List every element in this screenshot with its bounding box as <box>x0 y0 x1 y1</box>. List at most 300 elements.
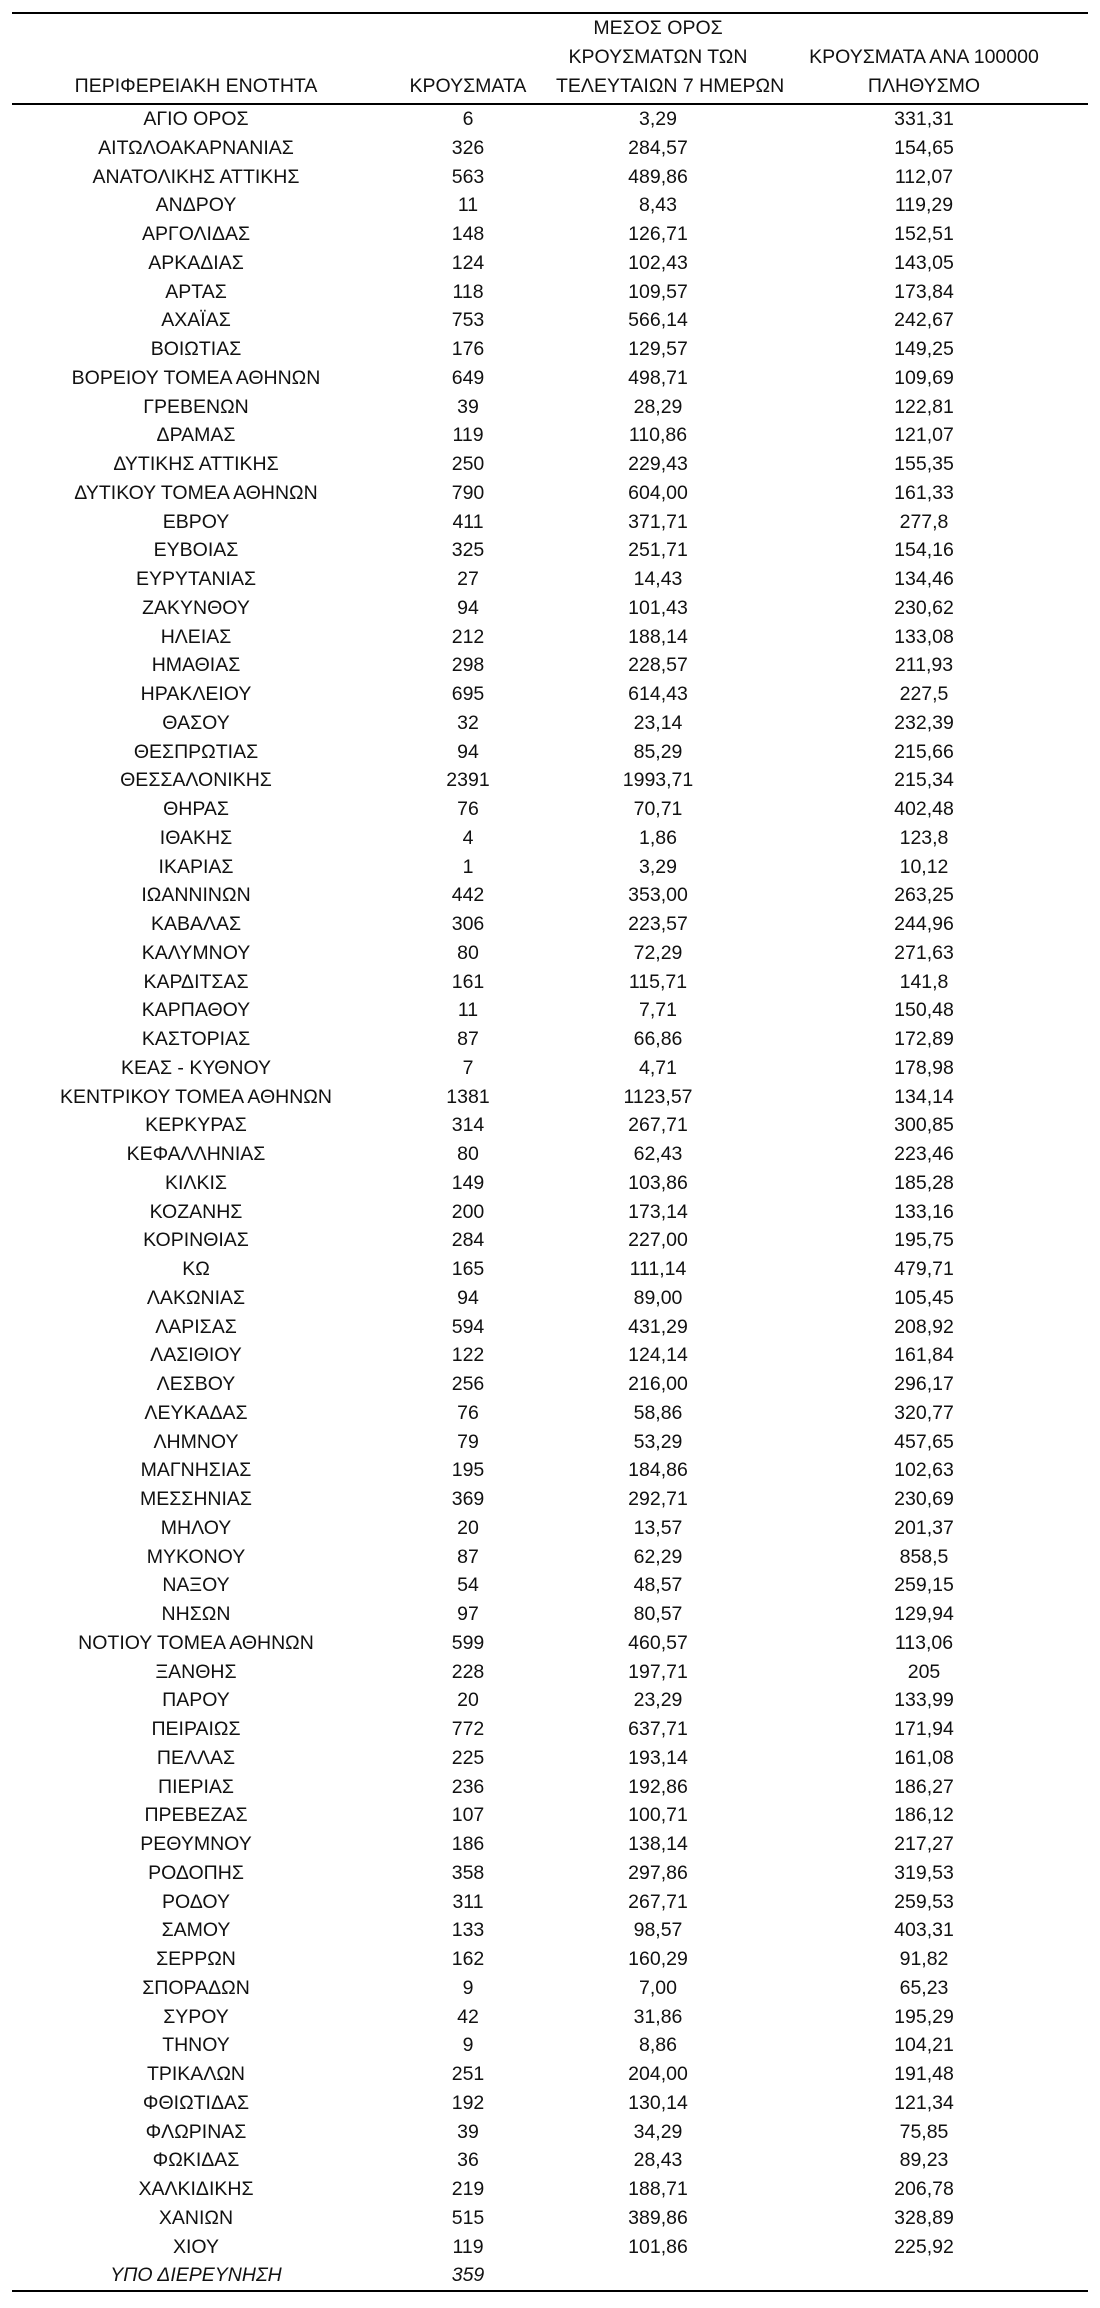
cases-per-100000-cell: 320,77 <box>894 1401 954 1424</box>
table-row <box>12 278 1088 307</box>
table-row <box>12 1485 1088 1514</box>
regional-unit-cell: ΘΑΣΟΥ <box>162 711 230 734</box>
cases-cell: 107 <box>451 1804 485 1827</box>
cases-cell: 225 <box>451 1746 485 1769</box>
cases-cell: 306 <box>451 913 485 935</box>
header-cases-per-100000-line: ΚΡΟΥΣΜΑΤΑ ΑΝΑ 100000 <box>809 46 1039 68</box>
cases-cell: 256 <box>451 1373 485 1395</box>
cases-per-100000-cell: 300,85 <box>894 1114 954 1137</box>
table-row <box>12 709 1088 738</box>
cases-cell: 9 <box>462 1976 474 1999</box>
seven-day-average-cell: 28,43 <box>633 2149 683 2172</box>
seven-day-average-cell: 70,71 <box>633 798 683 820</box>
seven-day-average-cell: 129,57 <box>628 338 688 360</box>
cases-cell: 2391 <box>446 769 490 792</box>
regional-unit-cell: ΧΑΛΚΙΔΙΚΗΣ <box>138 2178 254 2200</box>
regional-unit-cell: ΧΙΟΥ <box>173 2235 219 2258</box>
table-row <box>12 163 1088 192</box>
table-row <box>12 2146 1088 2175</box>
seven-day-average-cell: 267,71 <box>628 1114 688 1137</box>
regional-unit-cell: ΑΝΑΤΟΛΙΚΗΣ ΑΤΤΙΚΗΣ <box>92 165 300 188</box>
regional-unit-cell: ΜΑΓΝΗΣΙΑΣ <box>140 1459 252 1482</box>
cases-per-100000-cell: 161,33 <box>894 481 954 504</box>
regional-unit-cell: ΠΡΕΒΕΖΑΣ <box>144 1804 248 1827</box>
cases-cell: 20 <box>457 1689 479 1712</box>
cases-per-100000-cell: 149,25 <box>894 338 954 360</box>
seven-day-average-cell: 460,57 <box>628 1631 688 1654</box>
cases-cell: 563 <box>451 165 485 188</box>
cases-per-100000-cell: 185,28 <box>894 1171 954 1194</box>
cases-per-100000-cell: 328,89 <box>894 2206 954 2229</box>
seven-day-average-cell: 1993,71 <box>622 769 694 792</box>
regional-unit-cell: ΕΥΒΟΙΑΣ <box>153 539 239 562</box>
cases-per-100000-cell: 232,39 <box>894 711 954 734</box>
regional-unit-cell: ΠΙΕΡΙΑΣ <box>158 1775 234 1798</box>
seven-day-average-cell: 284,57 <box>628 136 688 159</box>
cases-cell: 11 <box>457 194 479 217</box>
cases-per-100000-cell: 230,62 <box>894 596 954 619</box>
regional-unit-cell: ΙΩΑΝΝΙΝΩΝ <box>141 884 251 907</box>
regional-unit-cell: ΔΡΑΜΑΣ <box>156 424 236 447</box>
table-row <box>12 2233 1088 2262</box>
cases-per-100000-cell: 211,93 <box>894 654 954 677</box>
table-row <box>12 2118 1088 2147</box>
cases-cell: 133 <box>451 1919 485 1942</box>
cases-cell: 94 <box>457 740 479 763</box>
seven-day-average-cell: 130,14 <box>628 2091 688 2114</box>
table-row <box>12 2003 1088 2032</box>
cases-table-container <box>12 12 1088 2292</box>
table-row <box>12 1744 1088 1773</box>
regional-unit-cell: ΘΕΣΣΑΛΟΝΙΚΗΣ <box>120 769 272 792</box>
regional-unit-cell: ΗΜΑΘΙΑΣ <box>151 654 241 677</box>
cases-cell: 76 <box>457 1401 479 1424</box>
seven-day-average-cell: 204,00 <box>628 2063 688 2085</box>
regional-unit-cell: ΜΗΛΟΥ <box>160 1516 232 1539</box>
table-row <box>12 1399 1088 1428</box>
cases-cell: 119 <box>452 424 484 447</box>
cases-per-100000-cell: 123,8 <box>899 826 949 849</box>
cases-cell: 7 <box>462 1056 474 1079</box>
cases-per-100000-cell: 205 <box>907 1660 941 1683</box>
cases-per-100000-cell: 105,45 <box>894 1286 954 1309</box>
cases-cell: 369 <box>451 1488 485 1510</box>
cases-per-100000-cell: 143,05 <box>894 251 954 274</box>
cases-per-100000-cell: 191,48 <box>894 2063 954 2085</box>
table-row <box>12 680 1088 709</box>
cases-per-100000-cell: 161,08 <box>894 1746 954 1769</box>
table-row <box>12 1025 1088 1054</box>
seven-day-average-cell: 72,29 <box>633 941 683 964</box>
regional-unit-cell: ΑΙΤΩΛΟΑΚΑΡΝΑΝΙΑΣ <box>98 136 294 159</box>
header-7day-average-line: ΜΕΣΟΣ ΟΡΟΣ <box>593 17 723 39</box>
cases-per-100000-cell: 201,37 <box>894 1516 954 1539</box>
regional-unit-cell: ΦΛΩΡΙΝΑΣ <box>145 2120 247 2143</box>
table-row <box>12 2204 1088 2233</box>
cases-cell: 298 <box>451 654 485 677</box>
cases-per-100000-cell: 161,84 <box>894 1344 954 1367</box>
regional-unit-cell: ΛΗΜΝΟΥ <box>153 1430 239 1453</box>
cases-cell: 1381 <box>446 1085 490 1108</box>
seven-day-average-cell: 7,00 <box>639 1976 677 1999</box>
table-row <box>12 1456 1088 1485</box>
regional-unit-cell: ΙΘΑΚΗΣ <box>159 826 233 849</box>
regional-unit-cell: ΥΠΟ ΔΙΕΡΕΥΝΗΣΗ <box>12 2261 380 2291</box>
cases-per-100000-cell: 171,94 <box>894 1718 954 1740</box>
table-row <box>12 421 1088 450</box>
seven-day-average-cell: 267,71 <box>628 1890 688 1913</box>
regional-unit-cell: ΚΑΡΔΙΤΣΑΣ <box>143 970 249 993</box>
cases-cell: 236 <box>451 1775 485 1798</box>
table-row <box>12 364 1088 393</box>
table-row <box>12 1255 1088 1284</box>
seven-day-average-cell: 23,29 <box>633 1689 683 1712</box>
cases-cell: 76 <box>457 798 479 820</box>
regional-unit-cell: ΛΕΥΚΑΔΑΣ <box>144 1401 248 1424</box>
table-row <box>12 393 1088 422</box>
regional-unit-cell: ΑΡΚΑΔΙΑΣ <box>148 251 244 274</box>
table-row <box>12 1054 1088 1083</box>
regional-unit-cell: ΙΚΑΡΙΑΣ <box>158 855 234 878</box>
cases-cell: 515 <box>451 2206 485 2229</box>
cases-cell: 11 <box>457 999 479 1022</box>
seven-day-average-cell: 216,00 <box>628 1373 688 1395</box>
seven-day-average-cell: 66,86 <box>633 1028 683 1050</box>
seven-day-average-cell: 371,71 <box>628 510 688 533</box>
cases-cell: 772 <box>451 1718 485 1740</box>
table-row <box>12 1629 1088 1658</box>
header-regional-unit-line: ΠΕΡΙΦΕΡΕΙΑΚΗ ΕΝΟΤΗΤΑ <box>74 75 318 97</box>
regional-unit-cell: ΑΡΤΑΣ <box>165 280 227 303</box>
table-row <box>12 1284 1088 1313</box>
cases-per-100000-cell: 296,17 <box>894 1373 954 1395</box>
regional-unit-cell: ΛΑΚΩΝΙΑΣ <box>146 1286 246 1309</box>
table-row <box>12 2175 1088 2204</box>
header-7day-average-line: ΤΕΛΕΥΤΑΙΩΝ 7 ΗΜΕΡΩΝ <box>556 75 785 97</box>
table-row <box>12 1341 1088 1370</box>
cases-per-100000-cell: 457,65 <box>894 1430 954 1453</box>
seven-day-average-cell: 3,29 <box>639 855 677 878</box>
regional-unit-cell: ΚΟΡΙΝΘΙΑΣ <box>143 1229 249 1252</box>
cases-cell: 594 <box>451 1315 485 1338</box>
table-row <box>12 1974 1088 2003</box>
cases-per-100000-cell: 134,46 <box>894 568 954 590</box>
cases-cell: 149 <box>451 1171 485 1194</box>
table-body <box>12 104 1088 2291</box>
cases-cell: 124 <box>451 251 485 274</box>
seven-day-average-cell: 53,29 <box>633 1430 683 1453</box>
seven-day-average-cell: 85,29 <box>633 740 683 763</box>
cases-per-100000-cell: 112,07 <box>894 165 954 188</box>
cases-per-100000-cell: 65,23 <box>899 1976 949 1999</box>
cases-per-100000-cell: 215,66 <box>894 740 954 763</box>
table-row <box>12 450 1088 479</box>
cases-cell: 162 <box>451 1948 485 1970</box>
cases-per-100000-cell: 133,08 <box>894 625 954 648</box>
cases-cell: 186 <box>451 1833 485 1855</box>
cases-per-100000-cell: 217,27 <box>894 1833 954 1855</box>
seven-day-average-cell: 160,29 <box>628 1948 688 1970</box>
table-row <box>12 220 1088 249</box>
regional-unit-cell: ΣΥΡΟΥ <box>163 2005 229 2028</box>
regional-unit-cell: ΛΑΡΙΣΑΣ <box>155 1315 237 1338</box>
header-7day-average-line: ΚΡΟΥΣΜΑΤΩΝ ΤΩΝ <box>568 46 748 68</box>
cases-cell: 359 <box>380 2261 556 2291</box>
cases-per-100000-cell: 119,29 <box>894 194 954 217</box>
cases-cell: 165 <box>451 1258 485 1280</box>
regional-unit-cell: ΚΑΛΥΜΝΟΥ <box>141 941 251 964</box>
seven-day-average-cell: 292,71 <box>628 1488 688 1510</box>
regional-unit-cell: ΣΑΜΟΥ <box>161 1919 231 1942</box>
table-row <box>12 738 1088 767</box>
seven-day-average-cell: 389,86 <box>628 2206 688 2229</box>
regional-unit-cell: ΔΥΤΙΚΗΣ ΑΤΤΙΚΗΣ <box>113 453 279 475</box>
cases-per-100000-cell: 259,53 <box>894 1890 954 1913</box>
table-row <box>12 1830 1088 1859</box>
regional-unit-cell: ΕΒΡΟΥ <box>162 510 230 533</box>
seven-day-average-cell: 184,86 <box>628 1459 688 1482</box>
seven-day-average-cell: 223,57 <box>628 913 688 935</box>
regional-unit-cell: ΞΑΝΘΗΣ <box>155 1660 237 1683</box>
regional-unit-cell: ΠΑΡΟΥ <box>162 1689 230 1712</box>
table-row <box>12 1198 1088 1227</box>
cases-cell: 20 <box>457 1516 479 1539</box>
regional-unit-cell: ΑΓΙΟ ΟΡΟΣ <box>143 108 249 130</box>
cases-per-100000-cell: 89,23 <box>899 2149 949 2172</box>
cases-cell: 311 <box>452 1890 484 1913</box>
header-cases-line: ΚΡΟΥΣΜΑΤΑ <box>409 75 527 97</box>
regional-unit-cell: ΝΑΞΟΥ <box>162 1574 230 1597</box>
seven-day-average-cell: 58,86 <box>633 1401 683 1424</box>
cases-cell: 192 <box>451 2091 485 2114</box>
seven-day-average-cell: 227,00 <box>628 1229 688 1252</box>
table-row <box>12 1715 1088 1744</box>
cases-per-100000-cell: 91,82 <box>899 1948 949 1970</box>
cases-per-100000-cell: 152,51 <box>894 223 954 245</box>
regional-unit-cell: ΜΥΚΟΝΟΥ <box>146 1545 246 1568</box>
cases-per-100000-cell: 186,12 <box>894 1804 954 1827</box>
cases-per-100000-cell: 227,5 <box>899 683 949 705</box>
regional-unit-cell: ΠΕΙΡΑΙΩΣ <box>151 1718 241 1740</box>
regional-unit-cell: ΤΡΙΚΑΛΩΝ <box>146 2063 246 2085</box>
cases-per-100000-cell: 402,48 <box>894 798 954 820</box>
cases-cell: 200 <box>451 1200 485 1223</box>
table-row <box>12 766 1088 795</box>
cases-per-100000-cell: 121,34 <box>894 2091 954 2114</box>
cases-per-100000-cell: 208,92 <box>894 1315 954 1338</box>
cases-per-100000-cell <box>760 2261 1088 2291</box>
seven-day-average-cell: 101,43 <box>628 596 688 619</box>
cases-cell: 122 <box>451 1344 485 1367</box>
regional-unit-cell: ΦΩΚΙΔΑΣ <box>152 2149 240 2172</box>
cases-per-100000-cell: 215,34 <box>894 769 954 792</box>
cases-cell: 790 <box>451 481 485 504</box>
regional-unit-cell: ΡΟΔΟΠΗΣ <box>148 1861 244 1884</box>
seven-day-average-cell: 101,86 <box>628 2235 688 2258</box>
regional-unit-cell: ΠΕΛΛΑΣ <box>156 1746 236 1769</box>
table-row <box>12 2089 1088 2118</box>
seven-day-average-cell: 110,86 <box>628 424 688 447</box>
table-row <box>12 1370 1088 1399</box>
seven-day-average-cell: 31,86 <box>633 2005 683 2028</box>
cases-cell: 358 <box>451 1861 485 1884</box>
table-header <box>12 14 1088 104</box>
cases-per-100000-cell: 154,16 <box>894 539 954 562</box>
cases-per-100000-cell: 133,99 <box>894 1689 954 1712</box>
cases-per-100000-cell: 141,8 <box>899 970 949 993</box>
seven-day-average-cell: 188,14 <box>628 625 688 648</box>
seven-day-average-cell: 228,57 <box>628 654 688 677</box>
cases-per-100000-cell: 479,71 <box>894 1258 954 1280</box>
seven-day-average-cell: 100,71 <box>628 1804 688 1827</box>
cases-per-100000-cell: 206,78 <box>894 2178 954 2200</box>
header-cases-per-100000 <box>760 14 1088 104</box>
table-row <box>12 1945 1088 1974</box>
table-row <box>12 996 1088 1025</box>
cases-per-100000-cell: 195,29 <box>894 2005 954 2028</box>
seven-day-average-cell: 614,43 <box>628 683 688 705</box>
cases-cell: 753 <box>451 309 485 332</box>
cases-per-100000-cell: 155,35 <box>894 453 954 475</box>
table-row <box>12 881 1088 910</box>
cases-cell: 148 <box>451 223 485 245</box>
seven-day-average-cell: 126,71 <box>628 223 688 245</box>
cases-by-regional-unit-table <box>12 14 1088 2292</box>
header-7day-average <box>556 14 785 104</box>
cases-per-100000-cell: 277,8 <box>899 510 949 533</box>
cases-per-100000-cell: 230,69 <box>894 1488 954 1510</box>
cases-cell: 119 <box>452 2235 484 2258</box>
seven-day-average-cell: 138,14 <box>628 1833 688 1855</box>
seven-day-average-cell: 251,71 <box>628 539 688 562</box>
table-row <box>12 104 1088 134</box>
seven-day-average-cell: 188,71 <box>628 2178 688 2200</box>
cases-per-100000-cell: 121,07 <box>894 424 954 447</box>
cases-cell: 80 <box>457 1143 479 1165</box>
cases-cell: 442 <box>451 884 485 907</box>
table-row <box>12 191 1088 220</box>
table-row <box>12 795 1088 824</box>
cases-cell: 1 <box>462 855 474 878</box>
cases-per-100000-cell: 331,31 <box>894 108 954 130</box>
seven-day-average-cell: 89,00 <box>633 1286 683 1309</box>
cases-cell: 97 <box>457 1603 479 1625</box>
seven-day-average-cell: 197,71 <box>628 1660 688 1683</box>
table-row <box>12 1428 1088 1457</box>
cases-cell: 27 <box>457 568 479 590</box>
table-row <box>12 1140 1088 1169</box>
regional-unit-cell: ΚΟΖΑΝΗΣ <box>149 1200 243 1223</box>
seven-day-average-cell: 13,57 <box>633 1516 683 1539</box>
table-row <box>12 910 1088 939</box>
table-row <box>12 1111 1088 1140</box>
table-row <box>12 249 1088 278</box>
cases-cell: 94 <box>457 596 479 619</box>
cases-per-100000-cell: 104,21 <box>894 2034 954 2057</box>
cases-cell: 695 <box>451 683 485 705</box>
regional-unit-cell: ΦΘΙΩΤΙΔΑΣ <box>142 2091 250 2114</box>
cases-per-100000-cell: 403,31 <box>894 1919 954 1942</box>
table-row <box>12 1226 1088 1255</box>
seven-day-average-cell: 23,14 <box>633 711 683 734</box>
cases-cell: 39 <box>457 2120 479 2143</box>
table-row <box>12 335 1088 364</box>
seven-day-average-cell: 102,43 <box>628 251 688 274</box>
cases-per-100000-cell: 10,12 <box>899 855 949 878</box>
table-row <box>12 1859 1088 1888</box>
table-row <box>12 1600 1088 1629</box>
table-row <box>12 1571 1088 1600</box>
regional-unit-cell: ΚΕΡΚΥΡΑΣ <box>145 1114 247 1137</box>
cases-cell: 176 <box>451 338 485 360</box>
table-row <box>12 939 1088 968</box>
table-row <box>12 594 1088 623</box>
table-row <box>12 2060 1088 2089</box>
regional-unit-cell: ΘΗΡΑΣ <box>163 798 229 820</box>
seven-day-average-cell <box>556 2261 760 2291</box>
cases-cell: 87 <box>457 1545 479 1568</box>
seven-day-average-cell: 192,86 <box>628 1775 688 1798</box>
cases-per-100000-cell: 271,63 <box>894 941 954 964</box>
cases-cell: 599 <box>451 1631 485 1654</box>
seven-day-average-cell: 431,29 <box>628 1315 688 1338</box>
seven-day-average-cell: 353,00 <box>628 884 688 907</box>
table-row <box>12 565 1088 594</box>
cases-per-100000-cell: 225,92 <box>894 2235 954 2258</box>
table-row <box>12 1916 1088 1945</box>
seven-day-average-cell: 109,57 <box>628 280 688 303</box>
seven-day-average-cell: 14,43 <box>633 568 683 590</box>
regional-unit-cell: ΡΟΔΟΥ <box>162 1890 230 1913</box>
table-row <box>12 479 1088 508</box>
cases-per-100000-cell: 259,15 <box>894 1574 954 1597</box>
cases-per-100000-cell: 75,85 <box>899 2120 949 2143</box>
regional-unit-cell: ΑΝΔΡΟΥ <box>155 194 237 217</box>
table-row <box>12 1658 1088 1687</box>
regional-unit-cell: ΛΕΣΒΟΥ <box>156 1373 236 1395</box>
seven-day-average-cell: 229,43 <box>628 453 688 475</box>
seven-day-average-cell: 566,14 <box>628 309 688 332</box>
table-row <box>12 1543 1088 1572</box>
cases-per-100000-cell: 223,46 <box>894 1143 954 1165</box>
cases-per-100000-cell: 186,27 <box>894 1775 954 1798</box>
table-row <box>12 306 1088 335</box>
cases-per-100000-cell: 178,98 <box>894 1056 954 1079</box>
seven-day-average-cell: 498,71 <box>628 366 688 389</box>
seven-day-average-cell: 4,71 <box>639 1056 677 1079</box>
cases-cell: 649 <box>451 366 485 389</box>
cases-per-100000-cell: 150,48 <box>894 999 954 1022</box>
regional-unit-cell: ΔΥΤΙΚΟΥ ΤΟΜΕΑ ΑΘΗΝΩΝ <box>74 481 318 504</box>
cases-per-100000-cell: 109,69 <box>894 366 954 389</box>
regional-unit-cell: ΣΠΟΡΑΔΩΝ <box>142 1976 250 1999</box>
seven-day-average-cell: 124,14 <box>628 1344 688 1367</box>
cases-per-100000-cell: 242,67 <box>894 309 954 332</box>
cases-cell: 54 <box>457 1574 479 1597</box>
seven-day-average-cell: 98,57 <box>633 1919 683 1942</box>
regional-unit-cell: ΓΡΕΒΕΝΩΝ <box>143 395 249 418</box>
regional-unit-cell: ΕΥΡΥΤΑΝΙΑΣ <box>135 568 257 590</box>
cases-per-100000-cell: 173,84 <box>894 280 954 303</box>
seven-day-average-cell: 297,86 <box>628 1861 688 1884</box>
cases-per-100000-cell: 102,63 <box>894 1459 954 1482</box>
cases-per-100000-cell: 133,16 <box>894 1200 954 1223</box>
seven-day-average-cell: 637,71 <box>628 1718 688 1740</box>
cases-per-100000-cell: 858,5 <box>899 1545 949 1568</box>
regional-unit-cell: ΜΕΣΣΗΝΙΑΣ <box>139 1488 252 1510</box>
regional-unit-cell: ΑΡΓΟΛΙΔΑΣ <box>141 223 251 245</box>
regional-unit-cell: ΧΑΝΙΩΝ <box>158 2206 234 2229</box>
